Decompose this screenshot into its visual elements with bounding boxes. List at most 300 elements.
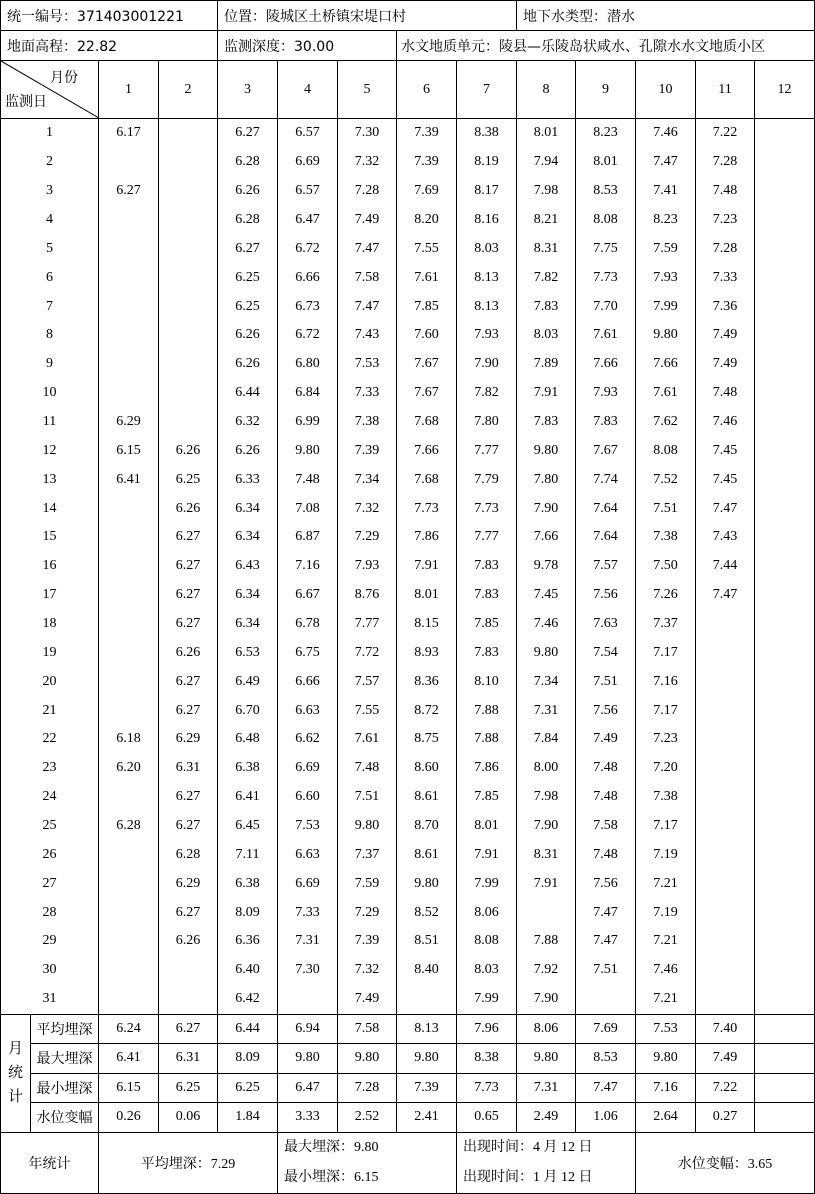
day-number-cell: 13 bbox=[1, 465, 99, 494]
depth-value-cell: 6.70 bbox=[218, 696, 278, 725]
depth-value-cell: 7.98 bbox=[517, 783, 576, 812]
depth-value-cell bbox=[755, 754, 815, 783]
table-row bbox=[1, 436, 815, 465]
depth-value-cell bbox=[159, 263, 218, 292]
depth-value-cell: 8.13 bbox=[457, 292, 517, 321]
table-row bbox=[1, 234, 815, 263]
day-number-cell: 16 bbox=[1, 552, 99, 581]
day-number-cell: 17 bbox=[1, 581, 99, 610]
depth-value-cell: 8.08 bbox=[636, 436, 696, 465]
depth-value-cell: 7.89 bbox=[517, 350, 576, 379]
depth-value-cell: 7.47 bbox=[576, 898, 636, 927]
depth-value-cell: 7.43 bbox=[338, 321, 397, 350]
depth-value-cell: 7.38 bbox=[338, 408, 397, 437]
depth-value-cell: 7.60 bbox=[397, 321, 457, 350]
depth-value-cell bbox=[755, 494, 815, 523]
depth-value-cell: 7.59 bbox=[636, 234, 696, 263]
hydrogeology-unit-label: 水文地质单元： bbox=[401, 38, 500, 55]
depth-value-cell: 7.80 bbox=[517, 465, 576, 494]
stat-value-cell bbox=[755, 1014, 815, 1044]
depth-value-cell: 7.16 bbox=[278, 552, 338, 581]
depth-value-cell bbox=[755, 321, 815, 350]
stat-value-cell: 7.39 bbox=[397, 1073, 457, 1103]
elevation-value: 22.82 bbox=[77, 38, 118, 55]
depth-value-cell: 7.61 bbox=[338, 725, 397, 754]
depth-value-cell: 7.38 bbox=[636, 783, 696, 812]
stat-value-cell: 7.96 bbox=[457, 1014, 517, 1044]
depth-value-cell bbox=[99, 927, 159, 956]
depth-value-cell: 6.75 bbox=[278, 638, 338, 667]
depth-value-cell bbox=[99, 783, 159, 812]
stat-value-cell: 6.41 bbox=[99, 1044, 159, 1074]
depth-value-cell bbox=[99, 206, 159, 235]
stat-value-cell: 0.26 bbox=[99, 1103, 159, 1133]
depth-value-cell: 6.26 bbox=[159, 436, 218, 465]
depth-value-cell: 7.88 bbox=[457, 696, 517, 725]
depth-value-cell: 8.19 bbox=[457, 148, 517, 177]
day-axis-label: 监测日 bbox=[5, 95, 47, 110]
depth-value-cell: 6.28 bbox=[99, 812, 159, 841]
table-row bbox=[1, 638, 815, 667]
depth-value-cell: 7.73 bbox=[397, 494, 457, 523]
depth-value-cell: 7.28 bbox=[696, 148, 755, 177]
depth-value-cell: 6.41 bbox=[99, 465, 159, 494]
monthly-stat-row bbox=[1, 1073, 815, 1103]
depth-value-cell bbox=[99, 350, 159, 379]
depth-value-cell: 6.27 bbox=[159, 812, 218, 841]
depth-value-cell: 7.28 bbox=[696, 234, 755, 263]
depth-value-cell bbox=[99, 148, 159, 177]
depth-value-cell: 7.48 bbox=[576, 840, 636, 869]
depth-value-cell: 7.26 bbox=[636, 581, 696, 610]
depth-value-cell: 8.23 bbox=[636, 206, 696, 235]
table-row bbox=[1, 667, 815, 696]
depth-value-cell bbox=[755, 581, 815, 610]
depth-value-cell: 8.75 bbox=[397, 725, 457, 754]
depth-value-cell: 7.68 bbox=[397, 465, 457, 494]
depth-value-cell: 7.11 bbox=[218, 840, 278, 869]
monthly-stat-row bbox=[1, 1014, 815, 1044]
depth-value-cell bbox=[755, 523, 815, 552]
annual-stats-row bbox=[1, 1132, 815, 1193]
depth-value-cell: 8.15 bbox=[397, 610, 457, 639]
depth-value-cell: 6.72 bbox=[278, 234, 338, 263]
day-number-cell: 6 bbox=[1, 263, 99, 292]
depth-value-cell: 7.99 bbox=[636, 292, 696, 321]
depth-value-cell: 7.21 bbox=[636, 869, 696, 898]
stat-value-cell bbox=[755, 1044, 815, 1074]
depth-value-cell bbox=[159, 379, 218, 408]
depth-value-cell: 7.77 bbox=[457, 436, 517, 465]
month-header-9: 9 bbox=[576, 61, 636, 119]
depth-value-cell: 6.25 bbox=[218, 263, 278, 292]
depth-value-cell: 7.83 bbox=[457, 638, 517, 667]
depth-value-cell bbox=[696, 667, 755, 696]
monthly-stat-row bbox=[1, 1103, 815, 1133]
depth-value-cell: 7.49 bbox=[576, 725, 636, 754]
depth-value-cell: 7.64 bbox=[576, 494, 636, 523]
depth-value-cell: 7.61 bbox=[576, 321, 636, 350]
stat-value-cell: 3.33 bbox=[278, 1103, 338, 1133]
stat-value-cell: 0.65 bbox=[457, 1103, 517, 1133]
depth-value-cell: 6.27 bbox=[159, 667, 218, 696]
stat-value-cell: 9.80 bbox=[338, 1044, 397, 1074]
annual-max-min-depth bbox=[278, 1132, 457, 1193]
depth-value-cell: 7.47 bbox=[338, 234, 397, 263]
stat-value-cell: 0.06 bbox=[159, 1103, 218, 1133]
depth-value-cell: 8.72 bbox=[397, 696, 457, 725]
depth-value-cell: 6.38 bbox=[218, 869, 278, 898]
depth-value-cell bbox=[696, 869, 755, 898]
stat-value-cell: 0.27 bbox=[696, 1103, 755, 1133]
depth-value-cell: 7.83 bbox=[457, 552, 517, 581]
depth-value-cell: 6.69 bbox=[278, 754, 338, 783]
depth-value-cell: 6.99 bbox=[278, 408, 338, 437]
stat-value-cell: 9.80 bbox=[278, 1044, 338, 1074]
depth-value-cell bbox=[99, 263, 159, 292]
depth-value-cell: 6.29 bbox=[99, 408, 159, 437]
depth-value-cell: 7.83 bbox=[517, 292, 576, 321]
depth-value-cell: 7.86 bbox=[457, 754, 517, 783]
depth-value-cell bbox=[696, 898, 755, 927]
depth-value-cell: 7.46 bbox=[636, 119, 696, 148]
depth-value-cell: 6.29 bbox=[159, 725, 218, 754]
depth-value-cell: 6.34 bbox=[218, 581, 278, 610]
depth-value-cell: 7.83 bbox=[576, 408, 636, 437]
month-header-6: 6 bbox=[397, 61, 457, 119]
day-number-cell: 18 bbox=[1, 610, 99, 639]
table-row bbox=[1, 898, 815, 927]
depth-value-cell: 6.27 bbox=[159, 523, 218, 552]
depth-value-cell: 6.26 bbox=[159, 494, 218, 523]
depth-value-cell bbox=[99, 523, 159, 552]
depth-value-cell: 9.80 bbox=[517, 638, 576, 667]
depth-value-cell: 7.64 bbox=[576, 523, 636, 552]
location-label: 位置： bbox=[224, 8, 267, 25]
depth-value-cell: 7.58 bbox=[338, 263, 397, 292]
day-number-cell: 12 bbox=[1, 436, 99, 465]
depth-value-cell: 7.51 bbox=[338, 783, 397, 812]
depth-value-cell: 7.88 bbox=[517, 927, 576, 956]
depth-value-cell: 8.03 bbox=[457, 234, 517, 263]
depth-value-cell bbox=[755, 465, 815, 494]
depth-value-cell: 7.58 bbox=[576, 812, 636, 841]
depth-value-cell bbox=[159, 148, 218, 177]
depth-value-cell: 7.46 bbox=[636, 956, 696, 985]
stat-value-cell: 7.47 bbox=[576, 1073, 636, 1103]
hydrogeology-unit-cell bbox=[397, 31, 815, 61]
depth-value-cell: 6.26 bbox=[218, 436, 278, 465]
depth-value-cell: 7.93 bbox=[576, 379, 636, 408]
stat-value-cell: 6.15 bbox=[99, 1073, 159, 1103]
depth-value-cell: 6.26 bbox=[218, 350, 278, 379]
depth-value-cell: 7.31 bbox=[517, 696, 576, 725]
depth-value-cell bbox=[755, 119, 815, 148]
stat-value-cell: 2.49 bbox=[517, 1103, 576, 1133]
table-row bbox=[1, 725, 815, 754]
stat-value-cell: 6.44 bbox=[218, 1014, 278, 1044]
monitoring-depth-cell bbox=[218, 31, 397, 61]
diagonal-header-cell bbox=[1, 61, 99, 119]
depth-value-cell: 7.30 bbox=[338, 119, 397, 148]
depth-value-cell: 6.44 bbox=[218, 379, 278, 408]
stat-label-cell: 水位变幅 bbox=[31, 1103, 99, 1133]
day-number-cell: 26 bbox=[1, 840, 99, 869]
depth-value-cell: 6.18 bbox=[99, 725, 159, 754]
depth-value-cell: 7.57 bbox=[338, 667, 397, 696]
depth-value-cell: 7.33 bbox=[278, 898, 338, 927]
depth-value-cell bbox=[159, 350, 218, 379]
depth-value-cell: 7.70 bbox=[576, 292, 636, 321]
stat-value-cell: 7.16 bbox=[636, 1073, 696, 1103]
depth-value-cell bbox=[755, 206, 815, 235]
depth-value-cell bbox=[99, 321, 159, 350]
depth-value-cell: 7.79 bbox=[457, 465, 517, 494]
depth-value-cell bbox=[159, 985, 218, 1014]
depth-value-cell: 7.86 bbox=[397, 523, 457, 552]
table-row bbox=[1, 494, 815, 523]
annual-avg-depth: 平均埋深：7.29 bbox=[99, 1132, 278, 1193]
depth-value-cell: 7.45 bbox=[696, 465, 755, 494]
day-number-cell: 4 bbox=[1, 206, 99, 235]
depth-value-cell: 7.82 bbox=[457, 379, 517, 408]
depth-value-cell: 6.69 bbox=[278, 148, 338, 177]
depth-value-cell: 7.38 bbox=[636, 523, 696, 552]
day-number-cell: 8 bbox=[1, 321, 99, 350]
month-header-12: 12 bbox=[755, 61, 815, 119]
depth-value-cell bbox=[99, 898, 159, 927]
depth-value-cell: 6.26 bbox=[159, 638, 218, 667]
depth-value-cell: 7.94 bbox=[517, 148, 576, 177]
depth-value-cell: 7.56 bbox=[576, 869, 636, 898]
location-value: 陵城区土桥镇宋堤口村 bbox=[266, 8, 407, 25]
depth-value-cell bbox=[696, 840, 755, 869]
depth-value-cell: 8.53 bbox=[576, 177, 636, 206]
depth-value-cell: 6.34 bbox=[218, 610, 278, 639]
depth-value-cell bbox=[99, 292, 159, 321]
depth-value-cell: 7.47 bbox=[576, 927, 636, 956]
stat-value-cell: 7.58 bbox=[338, 1014, 397, 1044]
depth-value-cell: 6.28 bbox=[159, 840, 218, 869]
depth-value-cell: 7.32 bbox=[338, 148, 397, 177]
depth-value-cell: 6.25 bbox=[218, 292, 278, 321]
annual-occurrence-time-line-2: 出现时间：1 月 12 日 bbox=[463, 1169, 593, 1185]
depth-value-cell: 7.83 bbox=[457, 581, 517, 610]
depth-value-cell: 7.39 bbox=[338, 927, 397, 956]
month-header-10: 10 bbox=[636, 61, 696, 119]
stat-value-cell: 2.52 bbox=[338, 1103, 397, 1133]
depth-value-cell bbox=[755, 379, 815, 408]
depth-value-cell bbox=[755, 985, 815, 1014]
depth-value-cell: 7.50 bbox=[636, 552, 696, 581]
depth-value-cell bbox=[755, 263, 815, 292]
depth-value-cell: 7.77 bbox=[457, 523, 517, 552]
stat-value-cell: 7.53 bbox=[636, 1014, 696, 1044]
depth-value-cell bbox=[755, 436, 815, 465]
depth-value-cell: 7.39 bbox=[338, 436, 397, 465]
monthly-stat-row bbox=[1, 1044, 815, 1074]
day-number-cell: 25 bbox=[1, 812, 99, 841]
day-number-cell: 19 bbox=[1, 638, 99, 667]
depth-value-cell: 6.17 bbox=[99, 119, 159, 148]
depth-value-cell: 7.08 bbox=[278, 494, 338, 523]
depth-value-cell: 7.56 bbox=[576, 696, 636, 725]
depth-value-cell: 7.67 bbox=[576, 436, 636, 465]
depth-value-cell bbox=[99, 869, 159, 898]
table-row bbox=[1, 610, 815, 639]
depth-value-cell: 6.53 bbox=[218, 638, 278, 667]
depth-value-cell bbox=[99, 985, 159, 1014]
depth-value-cell bbox=[99, 494, 159, 523]
depth-value-cell: 7.41 bbox=[636, 177, 696, 206]
depth-value-cell: 6.73 bbox=[278, 292, 338, 321]
depth-value-cell bbox=[755, 840, 815, 869]
stat-value-cell: 7.69 bbox=[576, 1014, 636, 1044]
depth-value-cell: 7.49 bbox=[696, 350, 755, 379]
depth-value-cell bbox=[696, 638, 755, 667]
table-row bbox=[1, 754, 815, 783]
depth-value-cell: 8.08 bbox=[457, 927, 517, 956]
month-header-3: 3 bbox=[218, 61, 278, 119]
elevation-cell bbox=[1, 31, 218, 61]
day-number-cell: 29 bbox=[1, 927, 99, 956]
depth-value-cell: 8.01 bbox=[457, 812, 517, 841]
depth-value-cell: 7.85 bbox=[457, 610, 517, 639]
stat-value-cell: 6.47 bbox=[278, 1073, 338, 1103]
table-row bbox=[1, 177, 815, 206]
depth-value-cell: 7.29 bbox=[338, 898, 397, 927]
depth-value-cell: 7.39 bbox=[397, 148, 457, 177]
depth-value-cell: 9.80 bbox=[338, 812, 397, 841]
stat-value-cell: 7.28 bbox=[338, 1073, 397, 1103]
depth-value-cell: 6.66 bbox=[278, 667, 338, 696]
day-number-cell: 22 bbox=[1, 725, 99, 754]
depth-value-cell: 7.59 bbox=[338, 869, 397, 898]
day-number-cell: 14 bbox=[1, 494, 99, 523]
stat-value-cell: 2.41 bbox=[397, 1103, 457, 1133]
depth-value-cell bbox=[159, 292, 218, 321]
month-header-7: 7 bbox=[457, 61, 517, 119]
depth-value-cell bbox=[755, 869, 815, 898]
annual-stats-label: 年统计 bbox=[1, 1132, 99, 1193]
depth-value-cell bbox=[755, 148, 815, 177]
depth-value-cell: 7.48 bbox=[576, 754, 636, 783]
depth-value-cell bbox=[159, 234, 218, 263]
depth-value-cell: 8.76 bbox=[338, 581, 397, 610]
depth-value-cell: 8.09 bbox=[218, 898, 278, 927]
depth-value-cell bbox=[696, 725, 755, 754]
depth-value-cell: 6.27 bbox=[159, 783, 218, 812]
annual-occurrence-time bbox=[457, 1132, 636, 1193]
depth-value-cell bbox=[99, 696, 159, 725]
depth-value-cell bbox=[696, 956, 755, 985]
day-number-cell: 27 bbox=[1, 869, 99, 898]
stat-value-cell: 7.73 bbox=[457, 1073, 517, 1103]
depth-value-cell bbox=[696, 783, 755, 812]
depth-value-cell: 6.80 bbox=[278, 350, 338, 379]
depth-value-cell: 9.80 bbox=[636, 321, 696, 350]
depth-value-cell: 8.23 bbox=[576, 119, 636, 148]
depth-value-cell bbox=[696, 754, 755, 783]
day-number-cell: 21 bbox=[1, 696, 99, 725]
depth-value-cell: 8.52 bbox=[397, 898, 457, 927]
table-row bbox=[1, 552, 815, 581]
depth-value-cell: 8.01 bbox=[517, 119, 576, 148]
table-row bbox=[1, 783, 815, 812]
table-row bbox=[1, 956, 815, 985]
depth-value-cell: 6.33 bbox=[218, 465, 278, 494]
depth-value-cell: 8.20 bbox=[397, 206, 457, 235]
depth-value-cell bbox=[99, 379, 159, 408]
depth-value-cell: 7.99 bbox=[457, 869, 517, 898]
day-number-cell: 9 bbox=[1, 350, 99, 379]
depth-value-cell bbox=[159, 119, 218, 148]
table-row bbox=[1, 465, 815, 494]
depth-value-cell: 7.93 bbox=[338, 552, 397, 581]
stat-value-cell: 8.06 bbox=[517, 1014, 576, 1044]
depth-value-cell bbox=[397, 985, 457, 1014]
depth-value-cell: 6.78 bbox=[278, 610, 338, 639]
depth-value-cell: 8.31 bbox=[517, 840, 576, 869]
table-row bbox=[1, 581, 815, 610]
depth-value-cell: 7.45 bbox=[696, 436, 755, 465]
table-row bbox=[1, 408, 815, 437]
depth-value-cell: 6.28 bbox=[218, 148, 278, 177]
stat-value-cell bbox=[755, 1073, 815, 1103]
depth-value-cell: 7.48 bbox=[696, 379, 755, 408]
depth-value-cell bbox=[755, 783, 815, 812]
depth-value-cell: 7.66 bbox=[636, 350, 696, 379]
depth-value-cell: 7.73 bbox=[457, 494, 517, 523]
depth-value-cell bbox=[99, 234, 159, 263]
depth-value-cell: 8.40 bbox=[397, 956, 457, 985]
depth-value-cell bbox=[99, 667, 159, 696]
depth-value-cell: 7.39 bbox=[397, 119, 457, 148]
depth-value-cell: 7.17 bbox=[636, 812, 696, 841]
depth-value-cell: 6.60 bbox=[278, 783, 338, 812]
month-header-11: 11 bbox=[696, 61, 755, 119]
depth-value-cell bbox=[696, 610, 755, 639]
depth-value-cell: 6.26 bbox=[218, 177, 278, 206]
depth-value-cell bbox=[696, 696, 755, 725]
depth-value-cell: 7.62 bbox=[636, 408, 696, 437]
depth-value-cell: 7.43 bbox=[696, 523, 755, 552]
annual-max-min-depth-line-2: 最小埋深：6.15 bbox=[284, 1169, 379, 1185]
depth-value-cell: 7.33 bbox=[696, 263, 755, 292]
location-cell bbox=[218, 1, 517, 31]
day-number-cell: 10 bbox=[1, 379, 99, 408]
depth-value-cell: 7.34 bbox=[517, 667, 576, 696]
table-row bbox=[1, 812, 815, 841]
depth-value-cell: 7.90 bbox=[517, 494, 576, 523]
depth-value-cell: 7.47 bbox=[696, 581, 755, 610]
depth-value-cell: 6.72 bbox=[278, 321, 338, 350]
depth-value-cell: 7.84 bbox=[517, 725, 576, 754]
month-axis-label: 月份 bbox=[50, 71, 78, 86]
depth-value-cell: 7.67 bbox=[397, 350, 457, 379]
depth-value-cell: 6.63 bbox=[278, 696, 338, 725]
depth-value-cell: 9.80 bbox=[278, 436, 338, 465]
depth-value-cell: 6.32 bbox=[218, 408, 278, 437]
depth-value-cell: 6.47 bbox=[278, 206, 338, 235]
stat-value-cell: 6.31 bbox=[159, 1044, 218, 1074]
depth-value-cell bbox=[696, 985, 755, 1014]
day-number-cell: 1 bbox=[1, 119, 99, 148]
depth-value-cell: 6.25 bbox=[159, 465, 218, 494]
depth-value-cell: 7.21 bbox=[636, 985, 696, 1014]
depth-value-cell: 6.29 bbox=[159, 869, 218, 898]
stat-value-cell: 9.80 bbox=[397, 1044, 457, 1074]
